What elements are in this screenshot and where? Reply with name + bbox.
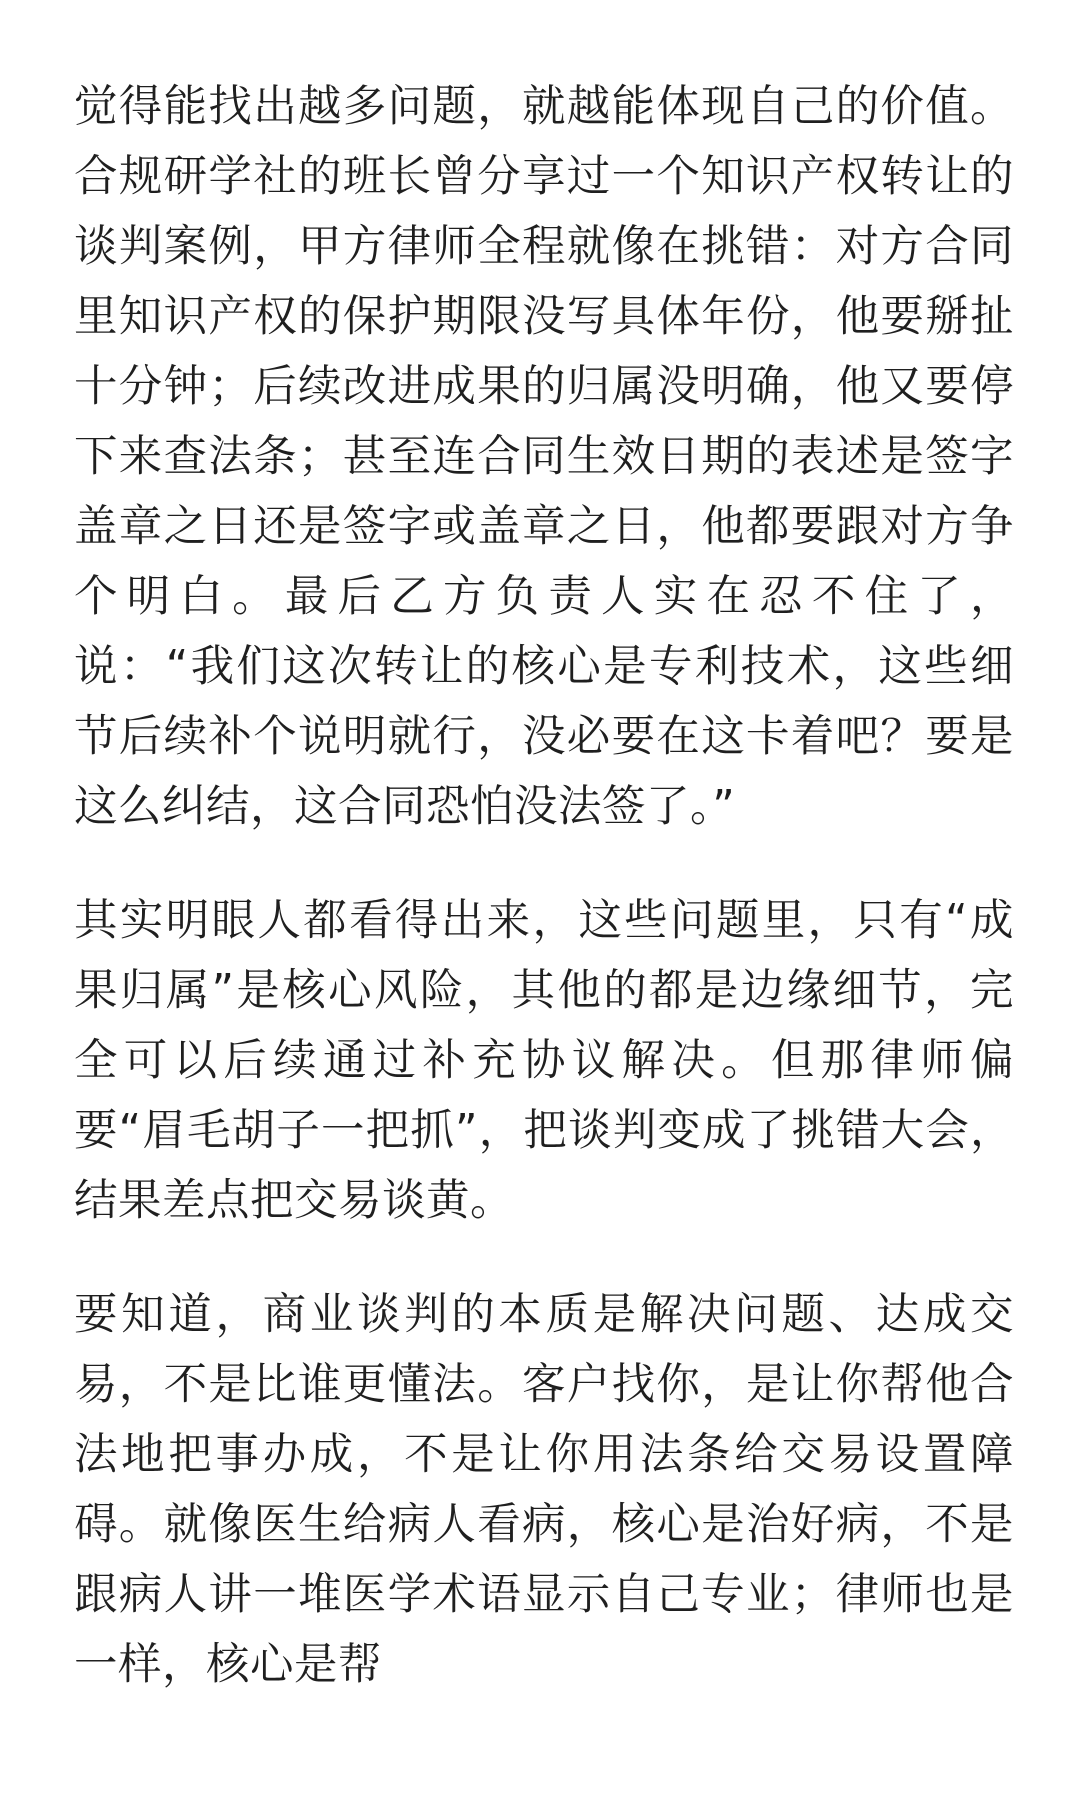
paragraph-2: 其实明眼人都看得出来，这些问题里，只有“成果归属”是核心风险，其他的都是边缘细节，完全可以后续通过补充协议解决。但那律师偏要“眉毛胡子一把抓”，把谈判变成了挑错大会，结果差点把交易谈黄。 xyxy=(74,896,1014,1226)
article-body xyxy=(74,72,1014,1744)
paragraph-1: 觉得能找出越多问题，就越能体现自己的价值。合规研学社的班长曾分享过一个知识产权转让的谈判案例，甲方律师全程就像在挑错：对方合同里知识产权的保护期限没写具体年份，他要掰扯十分钟；后续改进成果的归属没明确，他又要停下来查法条；甚至连合同生效日期的表述是签字盖章之日还是签字或盖章之日，他都要跟对方争个明白。最后乙方负责人实在忍不住了，说：“我们这次转让的核心是专利技术，这些细节后续补个说明就行，没必要在这卡着吧？要是这么纠结，这合同恐怕没法签了。” xyxy=(74,82,1014,832)
paragraph-3: 要知道，商业谈判的本质是解决问题、达成交易，不是比谁更懂法。客户找你，是让你帮他合法地把事办成，不是让你用法条给交易设置障碍。就像医生给病人看病，核心是治好病，不是跟病人讲一堆医学术语显示自己专业；律师也是一样，核心是帮 xyxy=(74,1290,1014,1690)
